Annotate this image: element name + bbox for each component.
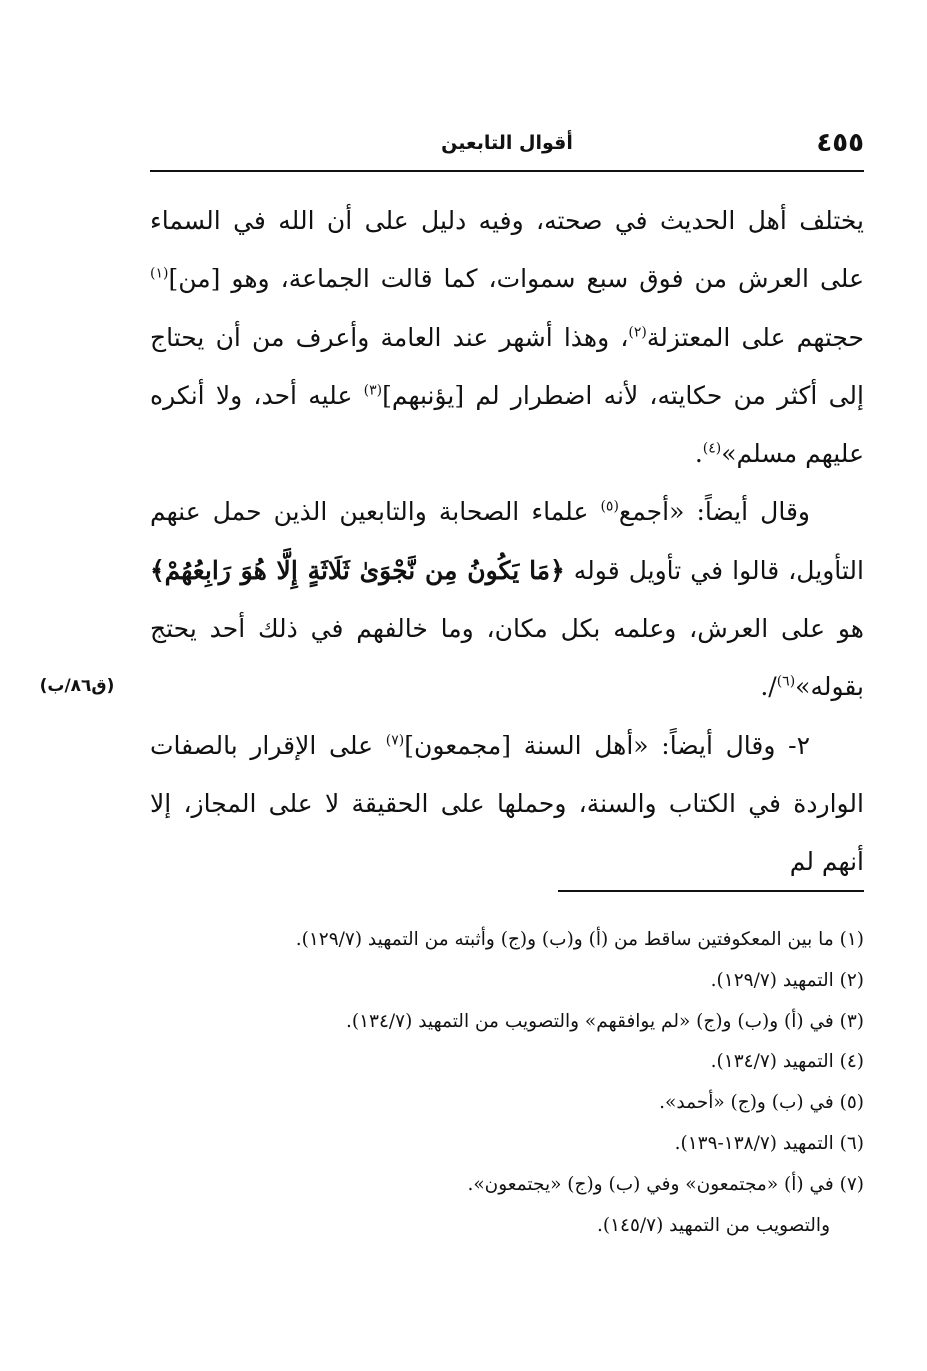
footnote-7-continuation: والتصويب من التمهيد (١٤٥/٧). (596, 1214, 830, 1236)
paragraph-1-text-b: حجتهم على المعتزلة (646, 322, 864, 352)
footnote-ref-6: (٦) (776, 674, 796, 691)
footnote-1: (١) ما بين المعكوفتين ساقط من (أ) و(ب) و(ج) وأثبته من التمهيد (١٢٩/٧). (295, 929, 864, 950)
footnote-ref-5: (٥) (600, 499, 619, 516)
footnote-2: (٢) التمهيد (١٢٩/٧). (710, 969, 864, 991)
paragraph-1-text-d: عليه أحد، ولا أنكره عليهم مسلم» (150, 380, 864, 469)
footnote-ref-1: (١) (150, 265, 169, 282)
footnote-ref-3: (٣) (363, 382, 383, 399)
page-header (150, 128, 864, 168)
footnote-4: (٤) التمهيد (١٣٤/٧). (710, 1051, 864, 1073)
quran-verse: ﴿مَا يَكُونُ مِن نَّجْوَىٰ ثَلَاثَةٍ إِلَّا هُوَ رَابِعُهُمْ﴾ (150, 555, 565, 585)
header-rule (150, 170, 864, 172)
manuscript-folio-note: (ق٨٦/ب) (39, 676, 115, 696)
main-text (150, 192, 864, 892)
paragraph-2-text-b: علماء الصحابة والتابعين الذين حمل عنهم التأويل، قالوا في تأويل قوله (150, 497, 864, 585)
paragraph-1-end: . (694, 439, 703, 469)
footnote-ref-7: (٧) (385, 732, 405, 749)
paragraph-2-text-c: هو على العرش، وعلمه بكل مكان، وما خالفهم في ذلك أحد يحتج بقوله» (150, 614, 864, 702)
paragraph-2-end: /. (760, 672, 777, 702)
paragraph-2 (150, 483, 864, 716)
paragraph-1 (150, 192, 864, 483)
footnote-7: (٧) في (أ) «مجتمعون» وفي (ب) و(ج) «يجتمعون». (467, 1173, 864, 1195)
page-number: ٤٥٥ (816, 128, 864, 158)
footnote-ref-2: (٢) (628, 324, 647, 341)
paragraph-2-text-a: وقال أيضاً: «أجمع (618, 497, 810, 527)
paragraph-1-text-a: يختلف أهل الحديث في صحته، وفيه دليل على أن الله في السماء على العرش من فوق سبع سموات، كما قالت الجماعة، وهو [من] (150, 206, 864, 294)
footnote-6: (٦) التمهيد (١٣٨/٧-١٣٩). (674, 1132, 864, 1154)
footnotes (150, 920, 864, 1246)
paragraph-3-text-a: ٢- وقال أيضاً: «أهل السنة [مجمعون] (404, 730, 810, 760)
footnote-separator (558, 890, 864, 892)
paragraph-3 (150, 717, 864, 892)
paragraph-3-text-b: على الإقرار بالصفات الواردة في الكتاب والسنة، وحملها على الحقيقة لا على المجاز، إلا أنهم لم (150, 730, 864, 877)
footnote-ref-4: (٤) (702, 440, 722, 457)
running-title: أقوال التابعين (441, 132, 573, 154)
footnote-3: (٣) في (أ) و(ب) و(ج) «لم يوافقهم» والتصويب من التمهيد (١٣٤/٧). (346, 1010, 864, 1032)
paragraph-1-text-c: ، وهذا أشهر عند العامة وأعرف من أن يحتاج إلى أكثر من حكايته، لأنه اضطرار لم [يؤنبهم] (150, 322, 864, 410)
footnote-5: (٥) في (ب) و(ج) «أحمد». (659, 1092, 864, 1114)
